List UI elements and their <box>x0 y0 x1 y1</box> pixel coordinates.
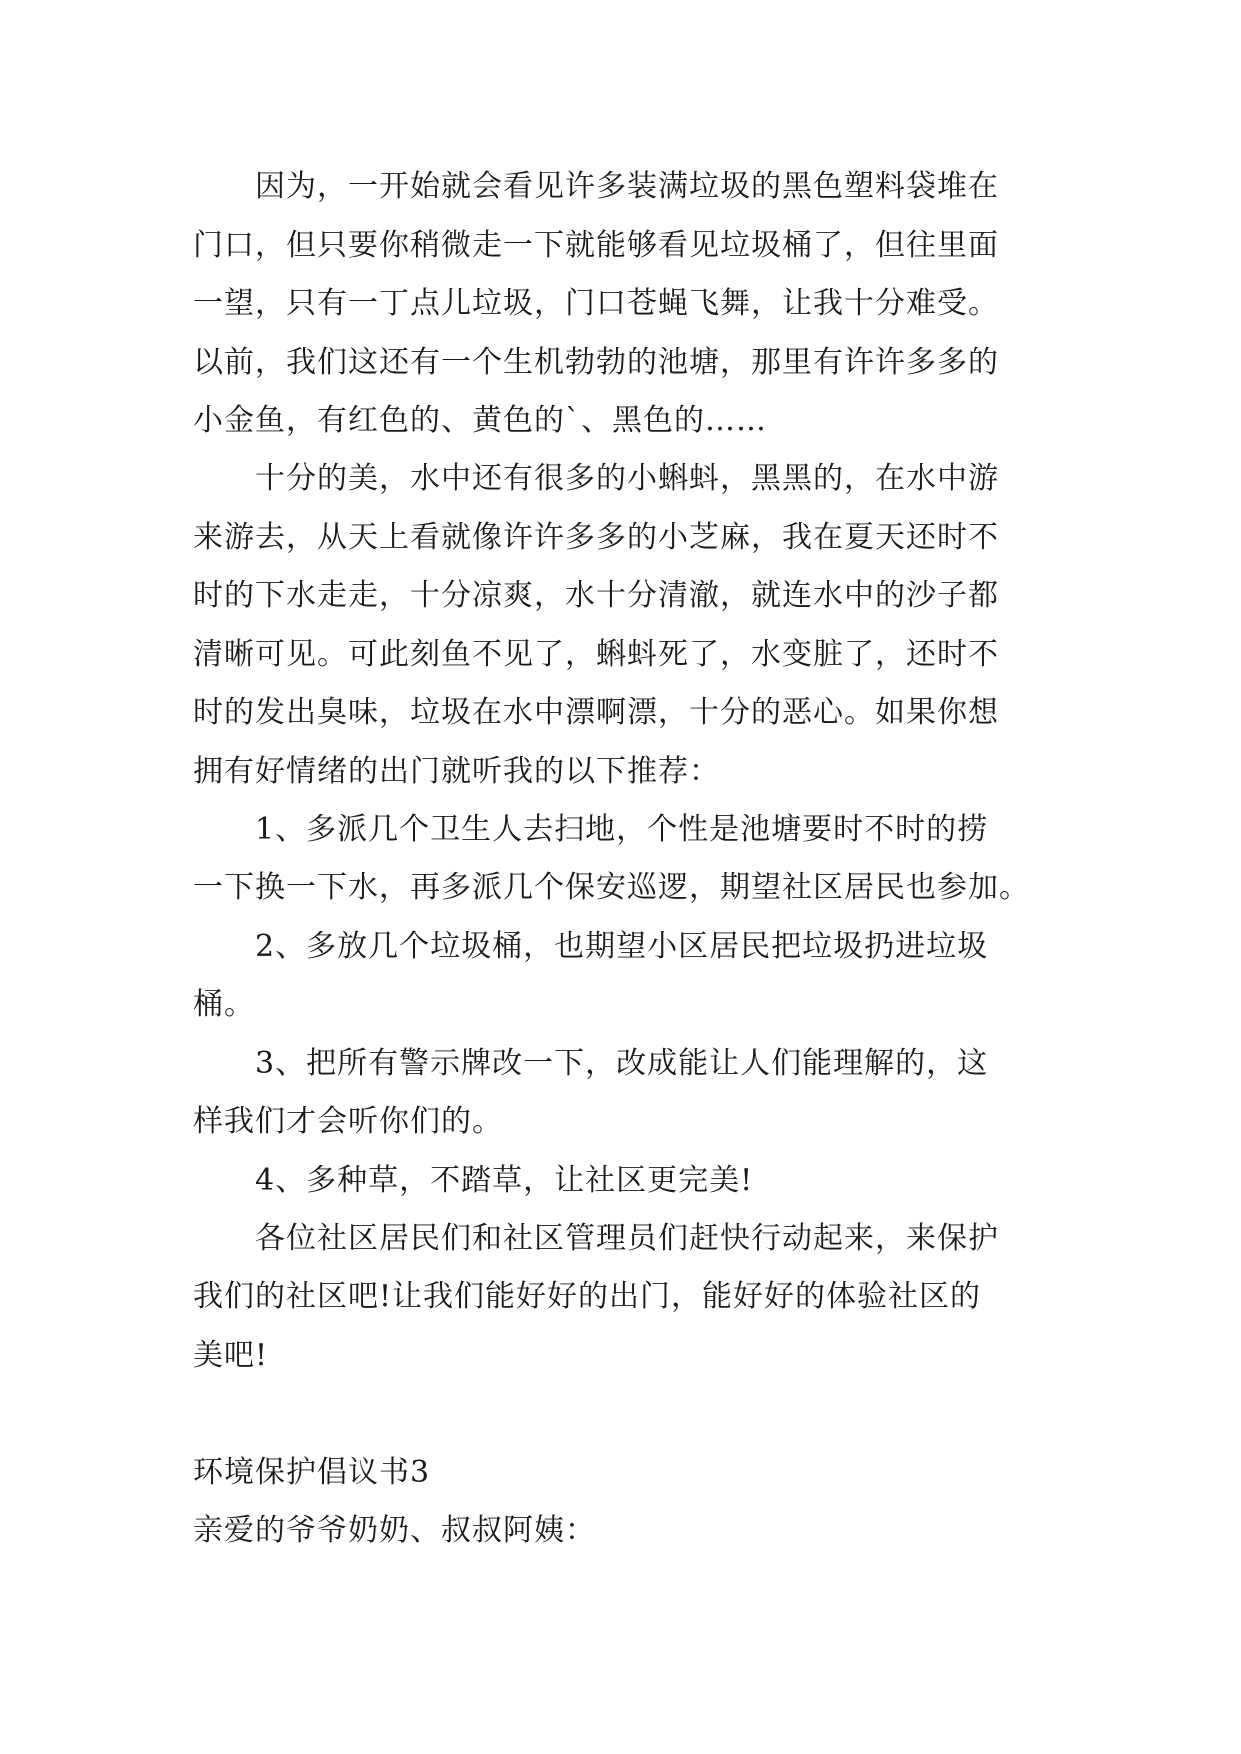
paragraph-line: 各位社区居民们和社区管理员们赶快行动起来，来保护 <box>255 1221 999 1256</box>
paragraph-line: 时的下水走走，十分凉爽，水十分清澈，就连水中的沙子都 <box>193 578 999 613</box>
list-item-line: 一下换一下水，再多派几个保安巡逻，期望社区居民也参加。 <box>193 870 1030 905</box>
paragraph-line: 十分的美，水中还有很多的小蝌蚪，黑黑的，在水中游 <box>255 461 999 496</box>
paragraph-line: 清晰可见。可此刻鱼不见了，蝌蚪死了，水变脏了，还时不 <box>193 637 999 672</box>
list-item-line: 1、多派几个卫生人去扫地，个性是池塘要时不时的捞 <box>255 812 989 847</box>
paragraph-line: 以前，我们这还有一个生机勃勃的池塘，那里有许许多多的 <box>193 345 999 380</box>
list-item-line: 桶。 <box>193 987 255 1022</box>
paragraph-line: 来游去，从天上看就像许许多多的小芝麻，我在夏天还时不 <box>193 520 999 555</box>
paragraph-line: 门口，但只要你稍微走一下就能够看见垃圾桶了，但往里面 <box>193 228 999 263</box>
salutation: 亲爱的爷爷奶奶、叔叔阿姨： <box>193 1513 596 1548</box>
paragraph-line: 小金鱼，有红色的、黄色的`、黑色的…… <box>193 403 767 438</box>
section-title: 环境保护倡议书3 <box>193 1455 431 1490</box>
paragraph-line: 我们的社区吧!让我们能好好的出门，能好好的体验社区的 <box>193 1279 982 1314</box>
list-item-line: 3、把所有警示牌改一下，改成能让人们能理解的，这 <box>255 1046 989 1081</box>
paragraph-line: 时的发出臭味，垃圾在水中漂啊漂，十分的恶心。如果你想 <box>193 695 999 730</box>
list-item-line: 4、多种草，不踏草，让社区更完美! <box>255 1163 754 1198</box>
paragraph-line: 拥有好情绪的出门就听我的以下推荐： <box>193 754 720 789</box>
list-item-line: 2、多放几个垃圾桶，也期望小区居民把垃圾扔进垃圾 <box>255 929 989 964</box>
list-item-line: 样我们才会听你们的。 <box>193 1104 503 1139</box>
paragraph-line: 美吧! <box>193 1338 269 1373</box>
paragraph-line: 因为，一开始就会看见许多装满垃圾的黑色塑料袋堆在 <box>255 169 999 204</box>
paragraph-line: 一望，只有一丁点儿垃圾，门口苍蝇飞舞，让我十分难受。 <box>193 286 999 321</box>
